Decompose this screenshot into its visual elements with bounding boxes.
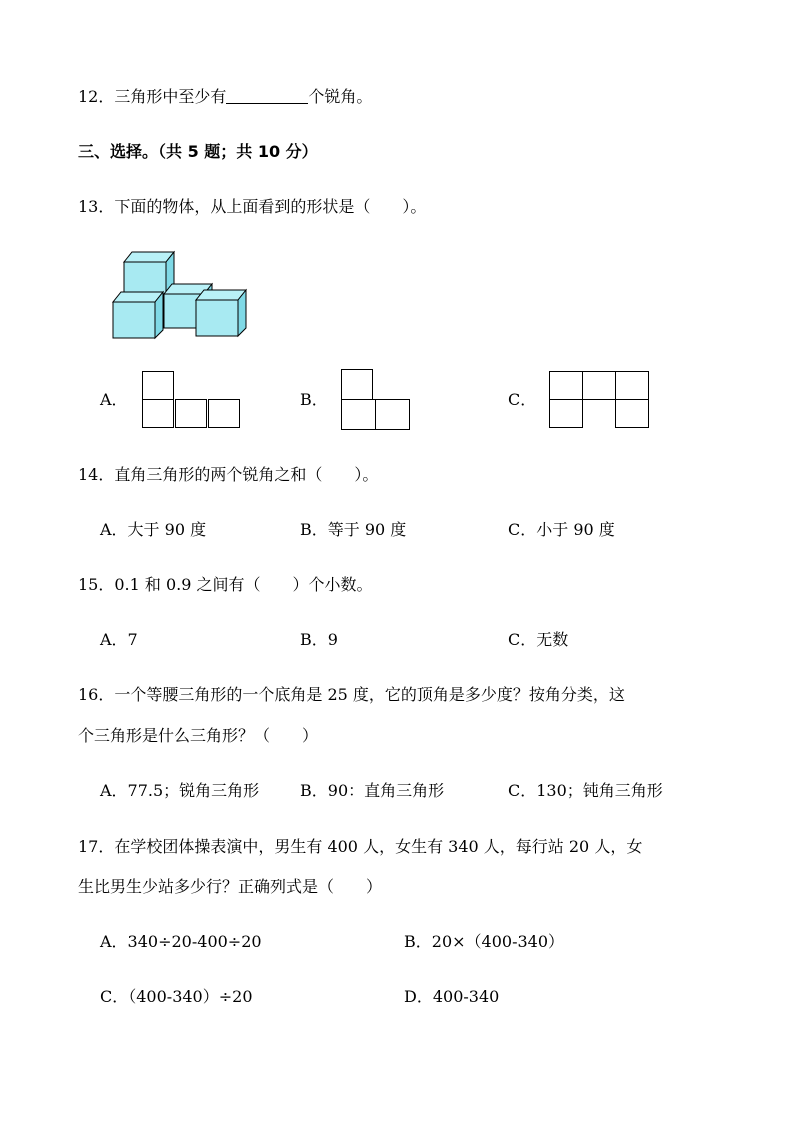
option-13-c-figure[interactable]: [549, 371, 651, 431]
question-13-text: 13．下面的物体，从上面看到的形状是（ ）。: [78, 197, 427, 216]
option-13-b-figure[interactable]: [341, 369, 411, 431]
question-16-line-2: 个三角形是什么三角形？（ ）: [78, 726, 319, 745]
question-17-line-2: 生比男生少站多少行？正确列式是（ ）: [78, 877, 383, 896]
cube-stack-figure: [108, 248, 258, 343]
question-12-text-before: 三角形中至少有: [114, 87, 227, 106]
answer-blank[interactable]: [226, 87, 308, 104]
question-12: [78, 86, 372, 108]
option-15-c[interactable]: C．无数: [508, 630, 569, 649]
section-3-header: 三、选择。（共 5 题；共 10 分）: [78, 142, 318, 161]
option-13-a-label[interactable]: A．: [100, 390, 128, 409]
option-13-c-label[interactable]: C．: [508, 390, 537, 409]
option-16-b[interactable]: B．90：直角三角形: [300, 781, 445, 800]
option-17-d[interactable]: D．400-340: [404, 987, 500, 1006]
question-15-text: 15．0.1 和 0.9 之间有（ ）个小数。: [78, 575, 373, 594]
question-14-text: 14．直角三角形的两个锐角之和（ ）。: [78, 465, 379, 484]
option-13-b-label[interactable]: B．: [300, 390, 328, 409]
option-14-a[interactable]: A．大于 90 度: [100, 520, 207, 539]
question-12-number: 12．: [78, 87, 115, 106]
option-13-a-figure[interactable]: [142, 371, 242, 431]
option-17-b[interactable]: B．20×（400-340）: [404, 932, 565, 951]
option-15-b[interactable]: B．9: [300, 630, 338, 649]
option-16-a[interactable]: A．77.5；锐角三角形: [100, 781, 260, 800]
question-17-line-1: 17．在学校团体操表演中，男生有 400 人，女生有 340 人，每行站 20 人，女: [78, 837, 643, 856]
question-16-line-1: 16．一个等腰三角形的一个底角是 25 度，它的顶角是多少度？按角分类，这: [78, 685, 625, 704]
option-14-c[interactable]: C．小于 90 度: [508, 520, 615, 539]
option-14-b[interactable]: B．等于 90 度: [300, 520, 407, 539]
option-17-a[interactable]: A．340÷20-400÷20: [100, 932, 262, 951]
question-12-text-after: 个锐角。: [308, 87, 373, 106]
option-16-c[interactable]: C．130；钝角三角形: [508, 781, 663, 800]
option-17-c[interactable]: C．（400-340）÷20: [100, 987, 253, 1006]
option-15-a[interactable]: A．7: [100, 630, 138, 649]
